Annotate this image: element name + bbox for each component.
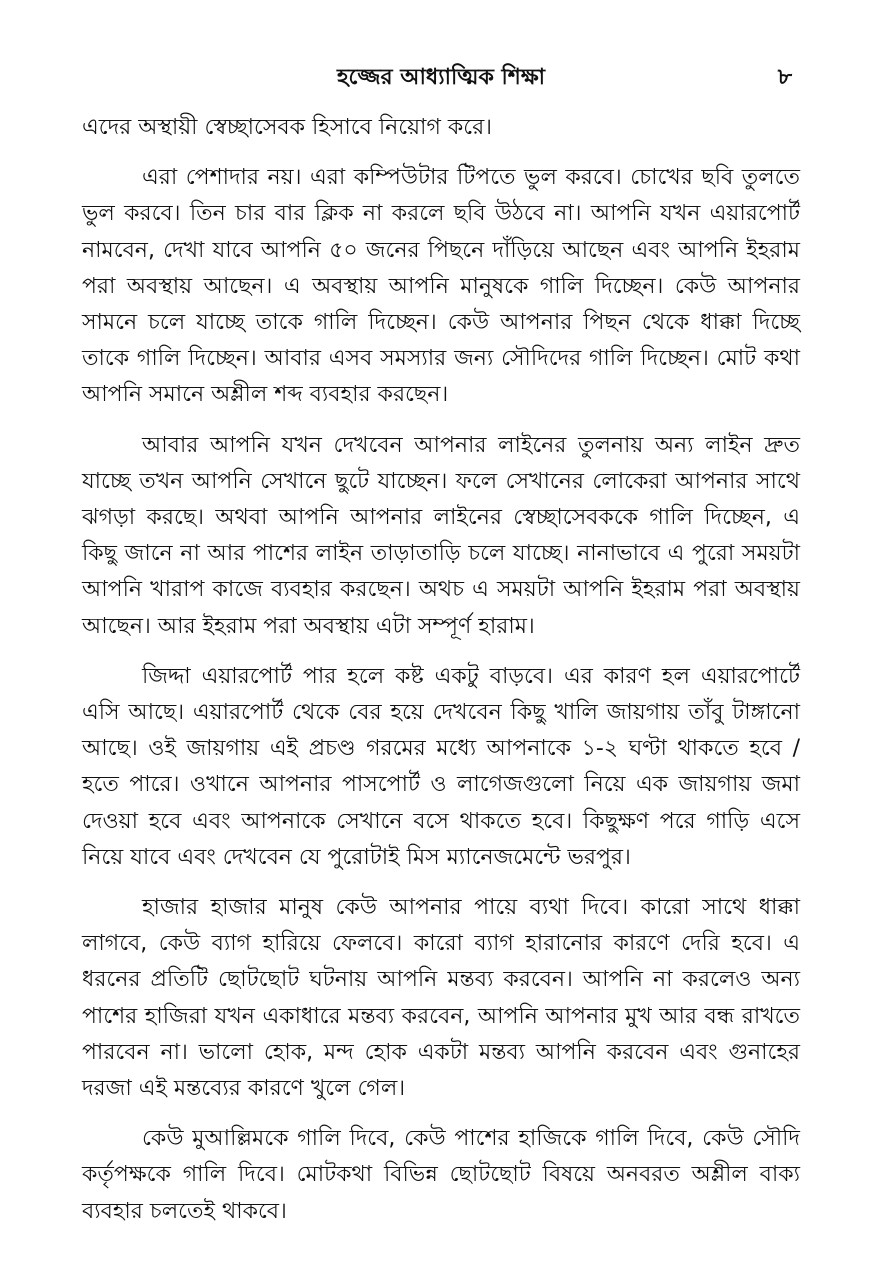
paragraph-2: এরা পেশাদার নয়। এরা কম্পিউটার টিপতে ভুল করবে। চোখের ছবি তুলতে ভুল করবে। তিন চার বার ক্লিক না করলে ছবি উঠবে না। আপনি যখন এয়ারপোর্ট নামবেন, দেখা যাবে আপনি ৫০ জনের পিছনে দাঁড়িয়ে আছেন এবং আপনি ইহরাম পরা অবস্থায় আছেন। এ অবস্থায় আপনি মানুষকে গালি দিচ্ছেন। কেউ আপনার সামনে চলে যাচ্ছে তাকে গালি দিচ্ছেন। কেউ আপনার পিছন থেকে ধাক্কা দিচ্ছে তাকে গালি দিচ্ছেন। আবার এসব সমস্যার জন্য সৌদিদের গালি দিচ্ছেন। মোট কথা আপনি সমানে অশ্লীল শব্দ ব্যবহার করছেন। (82, 165, 800, 408)
paragraph-3: আবার আপনি যখন দেখবেন আপনার লাইনের তুলনায় অন্য লাইন দ্রুত যাচ্ছে তখন আপনি সেখানে ছুটে যাচ্ছেন। ফলে সেখানের লোকেরা আপনার সাথে ঝগড়া করছে। অথবা আপনি আপনার লাইনের স্বেচ্ছাসেবককে গালি দিচ্ছেন, এ কিছু জানে না আর পাশের লাইন তাড়াতাড়ি চলে যাচ্ছে। নানাভাবে এ পুরো সময়টা আপনি খারাপ কাজে ব্যবহার করছেন। অথচ এ সময়টা আপনি ইহরাম পরা অবস্থায় আছেন। আর ইহরাম পরা অবস্থায় এটা সম্পূর্ণ হারাম। (82, 432, 800, 639)
paragraph-4: জিদ্দা এয়ারপোর্ট পার হলে কষ্ট একটু বাড়বে। এর কারণ হল এয়ারপোর্টে এসি আছে। এয়ারপোর্ট থেকে বের হয়ে দেখবেন কিছু খালি জায়গায় তাঁবু টাঙ্গানো আছে। ওই জায়গায় এই প্রচণ্ড গরমের মধ্যে আপনাকে ১-২ ঘণ্টা থাকতে হবে / হতে পারে। ওখানে আপনার পাসপোর্ট ও লাগেজগুলো নিয়ে এক জায়গায় জমা দেওয়া হবে এবং আপনাকে সেখানে বসে থাকতে হবে। কিছুক্ষণ পরে গাড়ি এসে নিয়ে যাবে এবং দেখবেন যে পুরোটাই মিস ম্যানেজমেন্টে ভরপুর। (82, 663, 800, 870)
running-head (82, 58, 800, 102)
paragraph-6: কেউ মুআল্লিমকে গালি দিবে, কেউ পাশের হাজিকে গালি দিবে, কেউ সৌদি কর্তৃপক্ষকে গালি দিবে। মোটকথা বিভিন্ন ছোটছোট বিষয়ে অনবরত অশ্লীল বাক্য ব্যবহার চলতেই থাকবে। (82, 1126, 800, 1224)
paragraph-5: হাজার হাজার মানুষ কেউ আপনার পায়ে ব্যথা দিবে। কারো সাথে ধাক্কা লাগবে, কেউ ব্যাগ হারিয়ে ফেলবে। কারো ব্যাগ হারানোর কারণে দেরি হবে। এ ধরনের প্রতিটি ছোটছোট ঘটনায় আপনি মন্তব্য করবেন। আপনি না করলেও অন্য পাশের হাজিরা যখন একাধারে মন্তব্য করবেন, আপনি আপনার মুখ আর বন্ধ রাখতে পারবেন না। ভালো হোক, মন্দ হোক একটা মন্তব্য আপনি করবেন এবং গুনাহের দরজা এই মন্তব্যের কারণে খুলে গেল। (82, 895, 800, 1102)
chapter-title: হজ্জের আধ্যাত্মিক শিক্ষা (336, 65, 546, 90)
paragraph-continuation: এদের অস্থায়ী স্বেচ্ছাসেবক হিসাবে নিয়োগ করে। (82, 115, 493, 140)
page-number: ৮ (777, 65, 792, 90)
